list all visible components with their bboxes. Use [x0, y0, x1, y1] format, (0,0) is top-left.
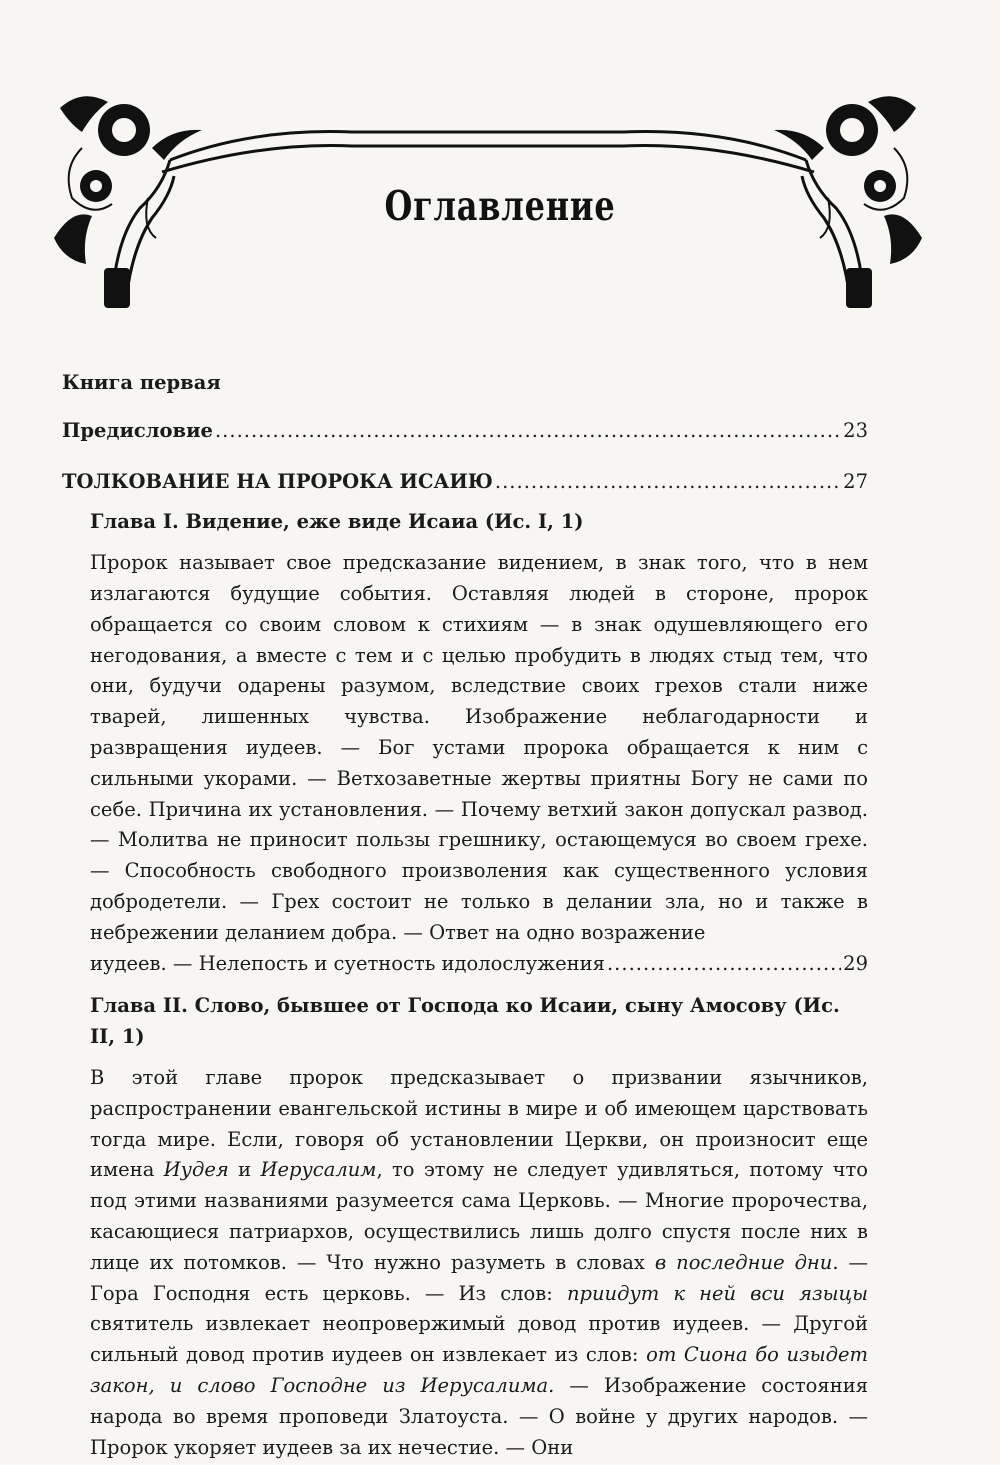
- chapter-summary: Пророк называет свое предсказание видением, в знак того, что в нем излагаются будущие события. Оставляя людей в стороне, пророк обращается со своим словом к стихиям — в знак одушевляющего его негодования, а вместе с тем и с целью пробудить в людях стыд тем, что они, будучи одарены разумом, вследствие своих грехов стали ниже тварей, лишенных чувства. Изображение неблагодарности и развращения иудеев. — Бог устами пророка обращается к ним с сильными укорами. — Ветхозаветные жертвы приятны Богу не сами по себе. Причина их установления. — Почему ветхий закон допускал развод. — Молитва не приносит пользы грешнику, остающемуся во своем грехе. — Способность свободного произволения как существенного условия добродетели. — Грех состоит не только в делании зла, но и также в небрежении деланием добра. — Ответ на одно возражение: [90, 551, 868, 944]
- summary-italic: в последние дни.: [654, 1250, 839, 1274]
- summary-text: — Изображение состояния народа во время проповеди Златоуста. — О войне у других народов. — Пророк укоряет иудеев за их нечестие. — Они: [90, 1373, 868, 1459]
- book-label: Книга первая: [62, 371, 221, 394]
- toc-chapter-2[interactable]: [62, 991, 868, 1463]
- dot-leader: [215, 416, 841, 447]
- summary-italic: от Сиона бо изыдет закон, и слово Господне из Иерусалима.: [90, 1343, 868, 1397]
- chapter-summary-last-line: [90, 949, 868, 980]
- dot-leader: [495, 467, 841, 498]
- chapter-summary-end: иудеев. — Нелепость и суетность идолослужения: [90, 951, 605, 975]
- summary-text: святитель извлекает неопровержимый довод против иудеев. — Другой сильный довод против иудеев он извлекает из слов:: [90, 1312, 868, 1367]
- summary-italic: Иудея: [163, 1158, 229, 1182]
- summary-text: В этой главе пророк предсказывает о призвании язычников, распространении евангельской истины в мире и об имеющем царствовать тогда мире. Если, говоря об установлении Церкви, он произносит еще имена: [90, 1065, 868, 1182]
- toc-entry-label: Предисловие: [62, 418, 213, 442]
- chapter-title: Глава I. Видение, еже виде Исаиа (Ис. I, 1): [90, 510, 584, 534]
- table-of-contents: [62, 368, 868, 1463]
- toc-chapter-1[interactable]: [62, 507, 868, 979]
- summary-text: , то этому не следует удивляться, потому что под этими названиями разумеется сама Церковь. — Многие пророчества, касающиеся патриархов, осуществились лишь долго спустя после них в лице их потомков. — Что нужно разуметь в словах: [90, 1158, 868, 1274]
- toc-page-number: 23: [843, 418, 868, 442]
- summary-italic: Иерусалим: [260, 1158, 377, 1182]
- page-title: Оглавление: [384, 182, 616, 230]
- chapter-title: Глава II. Слово, бывшее от Господа ко Исаии, сыну Амосову (Ис. II, 1): [90, 994, 840, 1049]
- toc-page-number: 29: [843, 951, 868, 975]
- toc-page-number: 27: [843, 469, 868, 493]
- summary-text: — Гора Господня есть церковь. — Из слов:: [90, 1250, 869, 1305]
- dot-leader: [607, 949, 841, 980]
- toc-entry-preface[interactable]: [62, 416, 868, 447]
- chapter-summary: [90, 1063, 868, 1463]
- summary-text: и: [228, 1158, 261, 1182]
- summary-italic: приидут к ней вси языцы: [566, 1281, 868, 1305]
- toc-entry-label: ТОЛКОВАНИЕ НА ПРОРОКА ИСАИЮ: [62, 469, 493, 493]
- toc-entry-main[interactable]: [62, 467, 868, 498]
